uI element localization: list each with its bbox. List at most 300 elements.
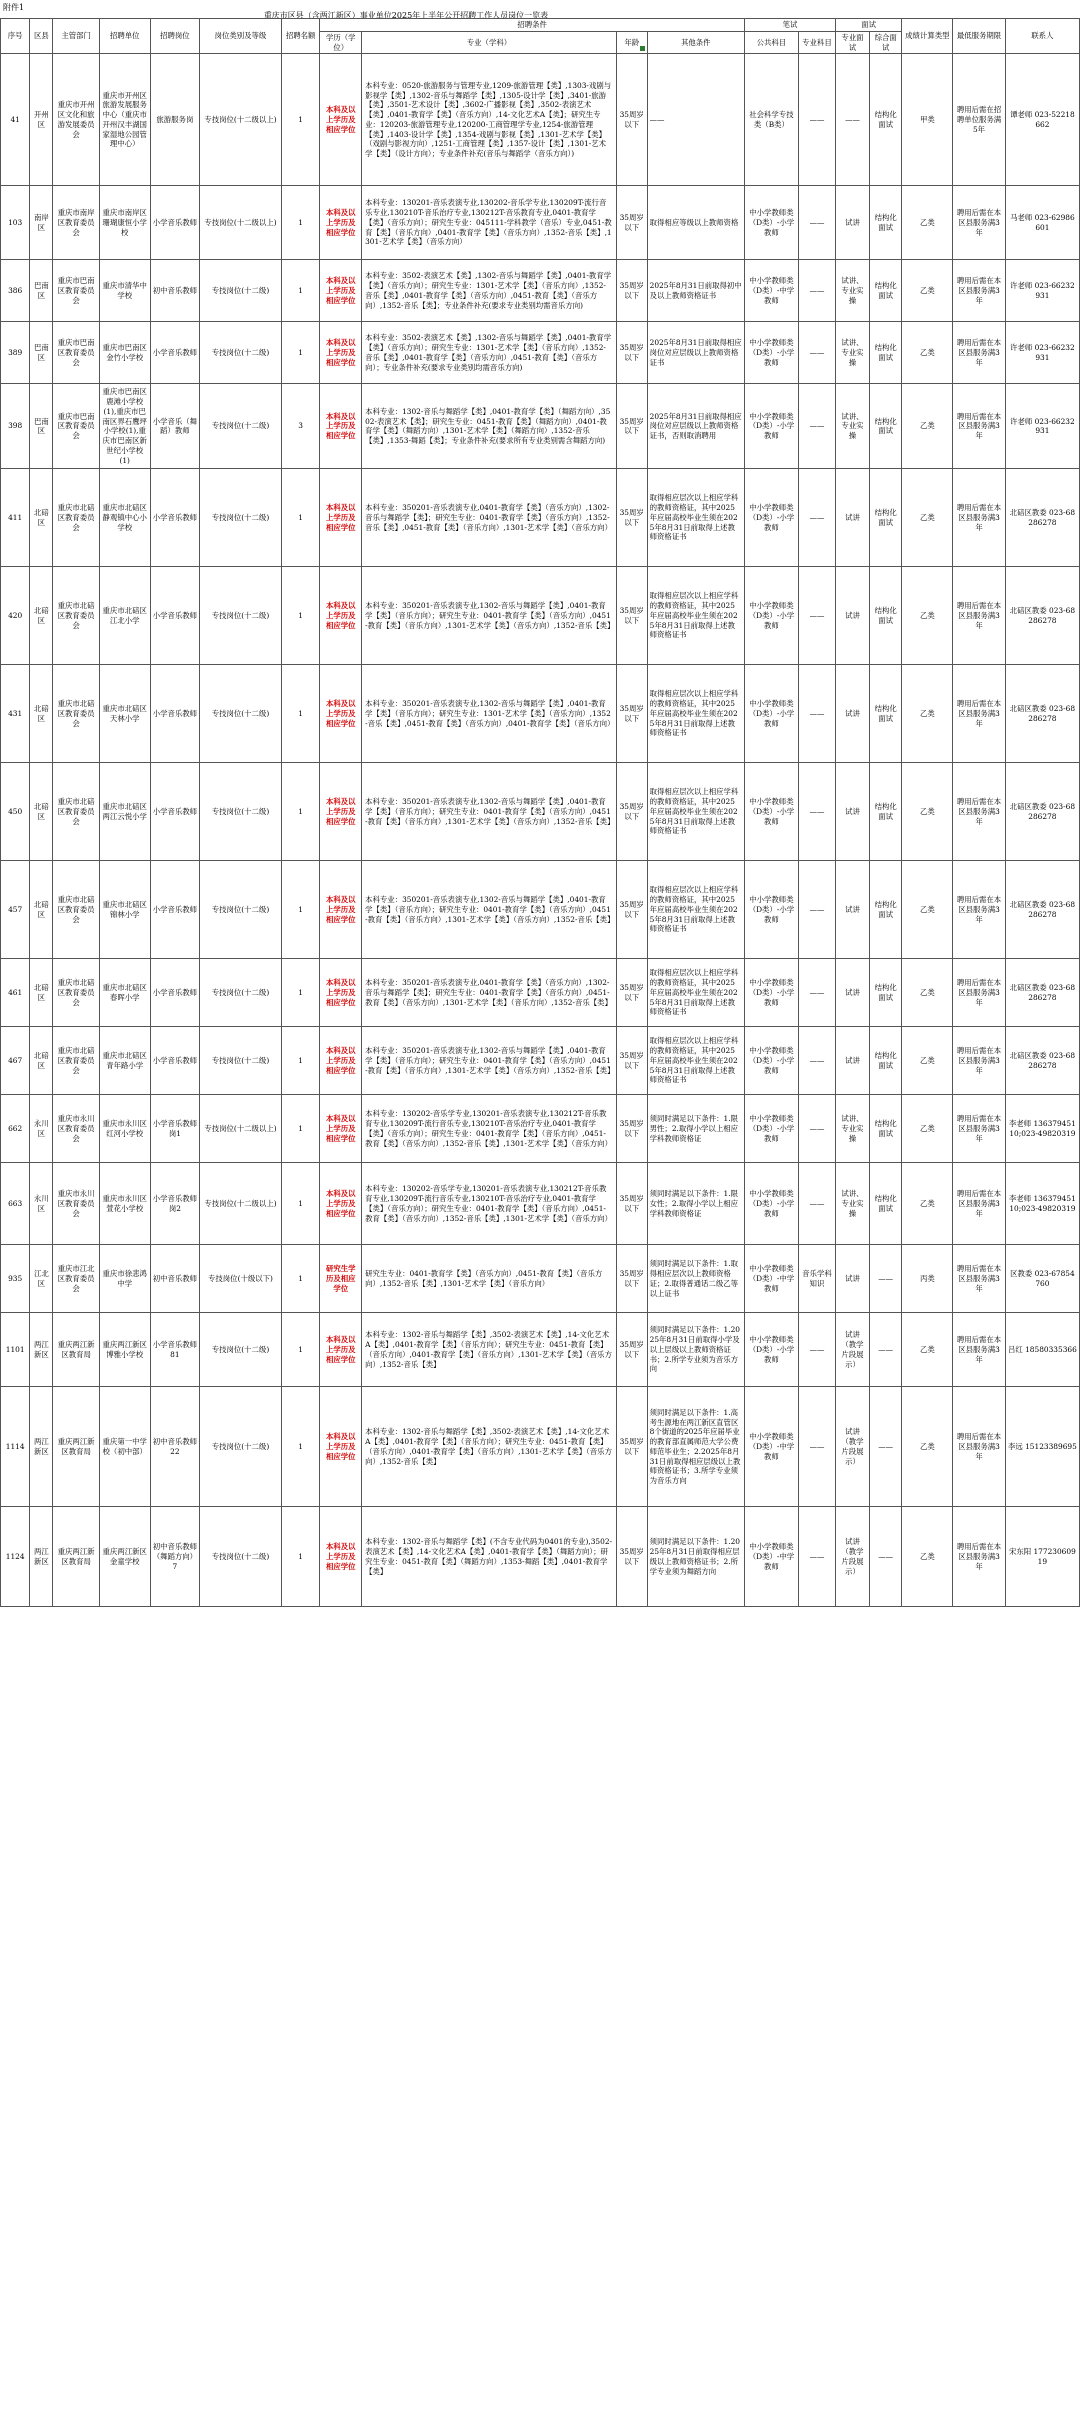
header-conditions: 招聘条件 bbox=[320, 19, 744, 32]
cell-seq: 389 bbox=[1, 322, 30, 384]
cell-calc: 乙类 bbox=[902, 322, 953, 384]
cell-contact: 北碚区教委 023-68286278 bbox=[1005, 959, 1079, 1027]
cell-age: 35周岁以下 bbox=[616, 54, 647, 186]
cell-svc: 聘用后需在本区县服务满3年 bbox=[953, 665, 1005, 763]
cell-major: 本科专业：350201-音乐表演专业,0401-教育学【类】（音乐方向）,1302-音乐与舞蹈学【类】；研究生专业：0401-教育学【类】（音乐方向）,0451-教育【类】（音乐方向）,1301-艺术学【类】（音乐方向）,1352-音乐【类】 bbox=[362, 959, 617, 1027]
cell-cat: 专技岗位(十二级) bbox=[200, 1507, 282, 1607]
cell-county: 巴南区 bbox=[30, 384, 53, 469]
cell-other: 须同时满足以下条件：1.取得相应层次以上教师资格证；2.取得普通话二级乙等以上证书 bbox=[647, 1245, 744, 1313]
cell-spec: —— bbox=[798, 54, 835, 186]
cell-calc: 甲类 bbox=[902, 54, 953, 186]
cell-contact: 许老师 023-66232931 bbox=[1005, 384, 1079, 469]
cell-major: 本科专业：350201-音乐表演专业,1302-音乐与舞蹈学【类】,0401-教育学【类】（音乐方向）；研究生专业：0401-教育学【类】（音乐方向）,0451-教育【类】（音乐方向）,1301-艺术学【类】（音乐方向）,1352-音乐【类】 bbox=[362, 567, 617, 665]
table-row bbox=[1, 322, 1080, 384]
table-row bbox=[1, 1095, 1080, 1163]
cell-county: 江北区 bbox=[30, 1245, 53, 1313]
cell-unit: 重庆市北碚区两江云悦小学 bbox=[99, 763, 150, 861]
cell-svc: 聘用后需在本区县服务满3年 bbox=[953, 322, 1005, 384]
attachment-label: 附件1 bbox=[3, 3, 25, 12]
cell-ivall: 结构化面试 bbox=[869, 1027, 901, 1095]
cell-pub: 中小学教师类（D类）-小学教师 bbox=[744, 567, 798, 665]
cell-ivspec: 试讲、专业实操 bbox=[835, 260, 869, 322]
cell-edu: 本科及以上学历及相应学位 bbox=[320, 1027, 362, 1095]
cell-unit: 重庆市巴南区鹿滩小学校(1),重庆市巴南区界石鹰坪小学校(1),重庆市巴南区新世纪小学校(1) bbox=[99, 384, 150, 469]
cell-ivspec: —— bbox=[835, 54, 869, 186]
cell-dept: 重庆两江新区教育局 bbox=[53, 1313, 99, 1387]
cell-ivspec: 试讲、专业实操 bbox=[835, 1163, 869, 1245]
cell-post: 初中音乐教师 bbox=[150, 260, 199, 322]
cell-num: 1 bbox=[281, 763, 320, 861]
table-row bbox=[1, 861, 1080, 959]
cell-unit: 重庆市徐悲鸿中学 bbox=[99, 1245, 150, 1313]
table-row bbox=[1, 959, 1080, 1027]
cell-cat: 专技岗位(十二级) bbox=[200, 567, 282, 665]
cell-pub: 中小学教师类（D类）-小学教师 bbox=[744, 665, 798, 763]
cell-dept: 重庆市巴南区教育委员会 bbox=[53, 322, 99, 384]
cell-spec: —— bbox=[798, 567, 835, 665]
cell-major: 本科专业：1302-音乐与舞蹈学【类】,0401-教育学【类】（舞蹈方向）,3502-表演艺术【类】；研究生专业：0451-教育【类】（舞蹈方向）,0401-教育学【类】（舞蹈方向）,1301-艺术学【类】（舞蹈方向）,1352-音乐【类】,1353-舞蹈【类】；专业条件补充(要求所有专业类别需含舞蹈方向) bbox=[362, 384, 617, 469]
cell-other: 取得相应等级以上教师资格 bbox=[647, 186, 744, 260]
cell-cat: 专技岗位(十二级) bbox=[200, 959, 282, 1027]
cell-spec: —— bbox=[798, 1313, 835, 1387]
cell-county: 南岸区 bbox=[30, 186, 53, 260]
cell-spec: —— bbox=[798, 1387, 835, 1507]
cell-pub: 中小学教师类（D类）-中学教师 bbox=[744, 1507, 798, 1607]
cell-ivall: 结构化面试 bbox=[869, 959, 901, 1027]
cell-ivall: 结构化面试 bbox=[869, 1095, 901, 1163]
cell-pub: 中小学教师类（D类）-中学教师 bbox=[744, 1245, 798, 1313]
cell-county: 北碚区 bbox=[30, 567, 53, 665]
cell-ivspec: 试讲、专业实操 bbox=[835, 1095, 869, 1163]
cell-svc: 聘用后需在本区县服务满3年 bbox=[953, 861, 1005, 959]
cell-post: 小学音乐教师 bbox=[150, 469, 199, 567]
cell-ivspec: 试讲 bbox=[835, 959, 869, 1027]
cell-ivspec: 试讲、专业实操 bbox=[835, 384, 869, 469]
cell-seq: 431 bbox=[1, 665, 30, 763]
header-age[interactable] bbox=[616, 31, 647, 54]
cell-calc: 乙类 bbox=[902, 959, 953, 1027]
cell-unit: 重庆第一中学校（初中部） bbox=[99, 1387, 150, 1507]
cell-contact: 北碚区教委 023-68286278 bbox=[1005, 469, 1079, 567]
cell-contact: 许老师 023-66232931 bbox=[1005, 322, 1079, 384]
cell-county: 北碚区 bbox=[30, 959, 53, 1027]
cell-age: 35周岁以下 bbox=[616, 1163, 647, 1245]
cell-cat: 专技岗位(十二级) bbox=[200, 1027, 282, 1095]
cell-county: 北碚区 bbox=[30, 861, 53, 959]
header-other: 其他条件 bbox=[647, 31, 744, 54]
cell-other: 取得相应层次以上相应学科的教师资格证，其中2025年应届高校毕业生须在2025年8月31日前取得上述教师资格证书 bbox=[647, 469, 744, 567]
cell-pub: 中小学教师类（D类）-小学教师 bbox=[744, 322, 798, 384]
cell-age: 35周岁以下 bbox=[616, 469, 647, 567]
cell-unit: 重庆市北碚区江北小学 bbox=[99, 567, 150, 665]
cell-post: 初中音乐教师22 bbox=[150, 1387, 199, 1507]
header-interview: 面试 bbox=[835, 19, 901, 32]
cell-cat: 专技岗位(十二级) bbox=[200, 260, 282, 322]
cell-num: 1 bbox=[281, 322, 320, 384]
cell-dept: 重庆市北碚区教育委员会 bbox=[53, 959, 99, 1027]
cell-major: 本科专业：350201-音乐表演专业,0401-教育学【类】（音乐方向）,1302-音乐与舞蹈学【类】；研究生专业：0401-教育学【类】（音乐方向）,1352-音乐【类】,0451-教育【类】（音乐方向）,1301-艺术学【类】（音乐方向） bbox=[362, 469, 617, 567]
cell-pub: 中小学教师类（D类）-小学教师 bbox=[744, 469, 798, 567]
cell-ivall: 结构化面试 bbox=[869, 567, 901, 665]
cell-pub: 中小学教师类（D类）-小学教师 bbox=[744, 1095, 798, 1163]
cell-cat: 专技岗位(十二级) bbox=[200, 1313, 282, 1387]
cell-spec: 音乐学科知识 bbox=[798, 1245, 835, 1313]
cell-dept: 重庆市巴南区教育委员会 bbox=[53, 260, 99, 322]
cell-cat: 专技岗位(十二级以上) bbox=[200, 54, 282, 186]
job-table bbox=[0, 18, 1080, 1607]
cell-age: 35周岁以下 bbox=[616, 1387, 647, 1507]
cell-ivspec: 试讲 bbox=[835, 665, 869, 763]
cell-seq: 662 bbox=[1, 1095, 30, 1163]
cell-pub: 中小学教师类（D类）-小学教师 bbox=[744, 1027, 798, 1095]
cell-contact: 宋东阳 17723060919 bbox=[1005, 1507, 1079, 1607]
cell-major: 本科专业：3502-表演艺术【类】,1302-音乐与舞蹈学【类】,0401-教育学【类】（音乐方向）；研究生专业：1301-艺术学【类】（音乐方向）,1352-音乐【类】,0401-教育学【类】（音乐方向）,0451-教育【类】（音乐方向）,1352-音乐【类】；专业条件补充(要求专业类别均需音乐方向) bbox=[362, 260, 617, 322]
cell-svc: 聘用后需在本区县服务满3年 bbox=[953, 1245, 1005, 1313]
cell-unit: 重庆市北碚区锦林小学 bbox=[99, 861, 150, 959]
cell-pub: 中小学教师类（D类）-小学教师 bbox=[744, 861, 798, 959]
header-general-interview: 综合面试 bbox=[869, 31, 901, 54]
header-seq: 序号 bbox=[1, 19, 30, 54]
cell-calc: 乙类 bbox=[902, 1387, 953, 1507]
cell-calc: 丙类 bbox=[902, 1245, 953, 1313]
table-row bbox=[1, 1027, 1080, 1095]
cell-age: 35周岁以下 bbox=[616, 763, 647, 861]
cell-ivall: —— bbox=[869, 1507, 901, 1607]
cell-major: 本科专业：1302-音乐与舞蹈学【类】,3502-表演艺术【类】,14-文化艺术A【类】,0401-教育学【类】（音乐方向）；研究生专业：0451-教育【类】（音乐方向）,0401-教育学【类】（音乐方向）,1301-艺术学【类】（音乐方向）,1352-音乐【类】 bbox=[362, 1387, 617, 1507]
cell-svc: 聘用后需在本区县服务满3年 bbox=[953, 1313, 1005, 1387]
cell-county: 两江新区 bbox=[30, 1313, 53, 1387]
cell-age: 35周岁以下 bbox=[616, 260, 647, 322]
cell-unit: 重庆市北碚区春晖小学 bbox=[99, 959, 150, 1027]
cell-ivspec: 试讲、专业实操 bbox=[835, 322, 869, 384]
cell-post: 小学音乐教师 bbox=[150, 763, 199, 861]
cell-pub: 中小学教师类（D类）-小学教师 bbox=[744, 1163, 798, 1245]
cell-post: 小学音乐教师 bbox=[150, 861, 199, 959]
cell-seq: 1124 bbox=[1, 1507, 30, 1607]
cell-dept: 重庆市北碚区教育委员会 bbox=[53, 665, 99, 763]
header-major: 专业（学科） bbox=[362, 31, 617, 54]
cell-num: 1 bbox=[281, 665, 320, 763]
cell-calc: 乙类 bbox=[902, 384, 953, 469]
table-row bbox=[1, 1313, 1080, 1387]
cell-dept: 重庆市永川区教育委员会 bbox=[53, 1163, 99, 1245]
table-row bbox=[1, 1245, 1080, 1313]
cell-ivall: 结构化面试 bbox=[869, 384, 901, 469]
cell-ivall: —— bbox=[869, 1387, 901, 1507]
cell-calc: 乙类 bbox=[902, 1163, 953, 1245]
header-special-interview: 专业面试 bbox=[835, 31, 869, 54]
cell-ivspec: 试讲 bbox=[835, 1245, 869, 1313]
table-row bbox=[1, 567, 1080, 665]
cell-ivall: 结构化面试 bbox=[869, 763, 901, 861]
cell-age: 35周岁以下 bbox=[616, 567, 647, 665]
cell-ivspec: 试讲 bbox=[835, 469, 869, 567]
cell-edu: 本科及以上学历及相应学位 bbox=[320, 469, 362, 567]
cell-edu: 本科及以上学历及相应学位 bbox=[320, 1387, 362, 1507]
cell-other: 取得相应层次以上相应学科的教师资格证，其中2025年应届高校毕业生须在2025年8月31日前取得上述教师资格证书 bbox=[647, 1027, 744, 1095]
header-written-exam: 笔试 bbox=[744, 19, 835, 32]
cell-ivall: 结构化面试 bbox=[869, 260, 901, 322]
cell-cat: 专技岗位(十二级) bbox=[200, 665, 282, 763]
cell-county: 永川区 bbox=[30, 1163, 53, 1245]
cell-calc: 乙类 bbox=[902, 186, 953, 260]
table-row bbox=[1, 665, 1080, 763]
cell-calc: 乙类 bbox=[902, 260, 953, 322]
cell-age: 35周岁以下 bbox=[616, 384, 647, 469]
cell-edu: 本科及以上学历及相应学位 bbox=[320, 567, 362, 665]
cell-svc: 聘用后需在本区县服务满3年 bbox=[953, 1095, 1005, 1163]
cell-contact: 吕红 18580335366 bbox=[1005, 1313, 1079, 1387]
cell-edu: 本科及以上学历及相应学位 bbox=[320, 1507, 362, 1607]
cell-major: 本科专业：3502-表演艺术【类】,1302-音乐与舞蹈学【类】,0401-教育学【类】（音乐方向）；研究生专业：1301-艺术学【类】（音乐方向）,1352-音乐【类】,0401-教育学【类】（音乐方向）,0451-教育【类】（音乐方向）；专业条件补充(要求专业类别均需音乐方向) bbox=[362, 322, 617, 384]
cell-other: 取得相应层次以上相应学科的教师资格证，其中2025年应届高校毕业生须在2025年8月31日前取得上述教师资格证书 bbox=[647, 959, 744, 1027]
cell-edu: 本科及以上学历及相应学位 bbox=[320, 763, 362, 861]
table-row bbox=[1, 1507, 1080, 1607]
cell-contact: 北碚区教委 023-68286278 bbox=[1005, 861, 1079, 959]
cell-spec: —— bbox=[798, 1163, 835, 1245]
cell-major: 本科专业：350201-音乐表演专业,1302-音乐与舞蹈学【类】,0401-教育学【类】（音乐方向）；研究生专业：1301-艺术学【类】（音乐方向）,1352-音乐【类】,0451-教育【类】（音乐方向）,0401-教育学【类】（音乐方向） bbox=[362, 665, 617, 763]
cell-dept: 重庆市江北区教育委员会 bbox=[53, 1245, 99, 1313]
cell-calc: 乙类 bbox=[902, 567, 953, 665]
cell-dept: 重庆市开州区文化和旅游发展委员会 bbox=[53, 54, 99, 186]
table-row bbox=[1, 1163, 1080, 1245]
cell-other: 取得相应层次以上相应学科的教师资格证，其中2025年应届高校毕业生须在2025年8月31日前取得上述教师资格证书 bbox=[647, 763, 744, 861]
cell-other: 取得相应层次以上相应学科的教师资格证，其中2025年应届高校毕业生须在2025年8月31日前取得上述教师资格证书 bbox=[647, 861, 744, 959]
table-row bbox=[1, 54, 1080, 186]
cell-dept: 重庆市北碚区教育委员会 bbox=[53, 763, 99, 861]
cell-cat: 专技岗位(十级以下) bbox=[200, 1245, 282, 1313]
cell-edu: 本科及以上学历及相应学位 bbox=[320, 1163, 362, 1245]
cell-unit: 重庆市巴南区金竹小学校 bbox=[99, 322, 150, 384]
cell-ivall: 结构化面试 bbox=[869, 861, 901, 959]
cell-age: 35周岁以下 bbox=[616, 1313, 647, 1387]
cell-edu: 本科及以上学历及相应学位 bbox=[320, 861, 362, 959]
cell-seq: 411 bbox=[1, 469, 30, 567]
cell-dept: 重庆市南岸区教育委员会 bbox=[53, 186, 99, 260]
cell-other: 2025年8月31日前取得初中及以上教师资格证书 bbox=[647, 260, 744, 322]
cell-post: 初中音乐教师 bbox=[150, 1245, 199, 1313]
cell-post: 小学音乐教师 bbox=[150, 567, 199, 665]
cell-contact: 谭老师 023-52218662 bbox=[1005, 54, 1079, 186]
cell-age: 35周岁以下 bbox=[616, 322, 647, 384]
cell-major: 研究生专业：0401-教育学【类】（音乐方向）,0451-教育【类】（音乐方向）,1352-音乐【类】,1301-艺术学【类】（音乐方向） bbox=[362, 1245, 617, 1313]
cell-unit: 重庆两江新区博雅小学校 bbox=[99, 1313, 150, 1387]
cell-ivspec: 试讲 bbox=[835, 861, 869, 959]
cell-seq: 1101 bbox=[1, 1313, 30, 1387]
cell-svc: 聘用后需在本区县服务满3年 bbox=[953, 469, 1005, 567]
cell-svc: 聘用后需在本区县服务满3年 bbox=[953, 1387, 1005, 1507]
cell-ivspec: 试讲 bbox=[835, 567, 869, 665]
header-unit: 招聘单位 bbox=[99, 19, 150, 54]
cell-major: 本科专业：1302-音乐与舞蹈学【类】,3502-表演艺术【类】,14-文化艺术A【类】,0401-教育学【类】（音乐方向）；研究生专业：0451-教育【类】（音乐方向）,0401-教育学【类】（音乐方向）,1301-艺术学【类】（音乐方向）,1352-音乐【类】 bbox=[362, 1313, 617, 1387]
header-age-label: 年龄 bbox=[624, 37, 640, 47]
cell-spec: —— bbox=[798, 322, 835, 384]
cell-svc: 聘用后需在本区县服务满3年 bbox=[953, 959, 1005, 1027]
cell-post: 小学音乐教师 bbox=[150, 959, 199, 1027]
cell-pub: 中小学教师类（D类）-中学教师 bbox=[744, 1387, 798, 1507]
cell-age: 35周岁以下 bbox=[616, 861, 647, 959]
cell-edu: 本科及以上学历及相应学位 bbox=[320, 665, 362, 763]
table-row bbox=[1, 260, 1080, 322]
cell-svc: 聘用后需在招聘单位服务满5年 bbox=[953, 54, 1005, 186]
cell-county: 北碚区 bbox=[30, 763, 53, 861]
cell-spec: —— bbox=[798, 260, 835, 322]
cell-spec: —— bbox=[798, 186, 835, 260]
cell-num: 1 bbox=[281, 1507, 320, 1607]
cell-other: 须同时满足以下条件：1.限女性；2.取得小学以上相应学科教师资格证 bbox=[647, 1163, 744, 1245]
table-row bbox=[1, 1387, 1080, 1507]
header-service-term: 最低服务期限 bbox=[953, 19, 1005, 54]
cell-post: 小学音乐教师 bbox=[150, 1027, 199, 1095]
cell-major: 本科专业：350201-音乐表演专业,1302-音乐与舞蹈学【类】,0401-教育学【类】（音乐方向）；研究生专业：0401-教育学【类】（音乐方向）,0451-教育【类】（音乐方向）,1301-艺术学【类】（音乐方向）,1352-音乐【类】 bbox=[362, 763, 617, 861]
cell-spec: —— bbox=[798, 1027, 835, 1095]
cell-num: 1 bbox=[281, 567, 320, 665]
cell-num: 1 bbox=[281, 186, 320, 260]
cell-unit: 重庆市永川区红河小学校 bbox=[99, 1095, 150, 1163]
cell-county: 两江新区 bbox=[30, 1507, 53, 1607]
cell-calc: 乙类 bbox=[902, 469, 953, 567]
cell-edu: 研究生学历及相应学位 bbox=[320, 1245, 362, 1313]
cell-ivspec: 试讲 bbox=[835, 186, 869, 260]
cell-pub: 中小学教师类（D类）-小学教师 bbox=[744, 186, 798, 260]
cell-ivall: 结构化面试 bbox=[869, 322, 901, 384]
cell-contact: 马老师 023-62986601 bbox=[1005, 186, 1079, 260]
cell-seq: 41 bbox=[1, 54, 30, 186]
header-county: 区县 bbox=[30, 19, 53, 54]
cell-age: 35周岁以下 bbox=[616, 1507, 647, 1607]
cell-county: 巴南区 bbox=[30, 260, 53, 322]
cell-seq: 450 bbox=[1, 763, 30, 861]
cell-cat: 专技岗位(十二级) bbox=[200, 384, 282, 469]
table-row bbox=[1, 186, 1080, 260]
cell-unit: 重庆市永川区萱花小学校 bbox=[99, 1163, 150, 1245]
cell-cat: 专技岗位(十二级以上) bbox=[200, 1095, 282, 1163]
cell-pub: 中小学教师类（D类）-小学教师 bbox=[744, 959, 798, 1027]
cell-svc: 聘用后需在本区县服务满3年 bbox=[953, 567, 1005, 665]
cell-svc: 聘用后需在本区县服务满3年 bbox=[953, 1163, 1005, 1245]
cell-svc: 聘用后需在本区县服务满3年 bbox=[953, 763, 1005, 861]
cell-edu: 本科及以上学历及相应学位 bbox=[320, 186, 362, 260]
cell-cat: 专技岗位(十二级) bbox=[200, 1387, 282, 1507]
table-row bbox=[1, 763, 1080, 861]
cell-spec: —— bbox=[798, 1095, 835, 1163]
table-row bbox=[1, 384, 1080, 469]
cell-seq: 1114 bbox=[1, 1387, 30, 1507]
cell-age: 35周岁以下 bbox=[616, 665, 647, 763]
cell-dept: 重庆市永川区教育委员会 bbox=[53, 1095, 99, 1163]
cell-county: 两江新区 bbox=[30, 1387, 53, 1507]
cell-dept: 重庆市北碚区教育委员会 bbox=[53, 861, 99, 959]
cell-ivspec: 试讲 bbox=[835, 763, 869, 861]
cell-ivspec: 试讲 bbox=[835, 1027, 869, 1095]
cell-contact: 李老师 13637945110;023-49820319 bbox=[1005, 1163, 1079, 1245]
cell-num: 1 bbox=[281, 469, 320, 567]
cell-cat: 专技岗位(十二级) bbox=[200, 322, 282, 384]
cell-ivall: —— bbox=[869, 1313, 901, 1387]
cell-contact: 北碚区教委 023-68286278 bbox=[1005, 763, 1079, 861]
cell-svc: 聘用后需在本区县服务满3年 bbox=[953, 260, 1005, 322]
header-special-subject: 专业科目 bbox=[798, 31, 835, 54]
cell-num: 1 bbox=[281, 1387, 320, 1507]
cell-calc: 乙类 bbox=[902, 665, 953, 763]
cell-county: 巴南区 bbox=[30, 322, 53, 384]
cell-major: 本科专业：130202-音乐学专业,130201-音乐表演专业,130212T-音乐教育专业,130209T-流行音乐专业,130210T-音乐治疗专业,0401-教育学【类】（音乐方向）；研究生专业：0401-教育学【类】（音乐方向）,0451-教育【类】（音乐方向）,1352-音乐【类】,1301-艺术学【类】（音乐方向） bbox=[362, 1163, 617, 1245]
cell-other: 2025年8月31日前取得相应岗位对应层级以上教师资格证书，否则取消聘用 bbox=[647, 384, 744, 469]
cell-edu: 本科及以上学历及相应学位 bbox=[320, 959, 362, 1027]
cell-contact: 李老师 13637945110;023-49820319 bbox=[1005, 1095, 1079, 1163]
cell-calc: 乙类 bbox=[902, 861, 953, 959]
cell-age: 35周岁以下 bbox=[616, 959, 647, 1027]
cell-ivall: 结构化面试 bbox=[869, 186, 901, 260]
cell-unit: 重庆市北碚区静观镇中心小学校 bbox=[99, 469, 150, 567]
cell-seq: 935 bbox=[1, 1245, 30, 1313]
cell-spec: —— bbox=[798, 665, 835, 763]
cell-contact: 许老师 023-66232931 bbox=[1005, 260, 1079, 322]
cell-post: 小学音乐教师岗1 bbox=[150, 1095, 199, 1163]
cell-pub: 中小学教师类（D类）-小学教师 bbox=[744, 384, 798, 469]
cell-svc: 聘用后需在本区县服务满3年 bbox=[953, 384, 1005, 469]
cell-pub: 社会科学专技类（B类） bbox=[744, 54, 798, 186]
cell-ivall: —— bbox=[869, 1245, 901, 1313]
cell-dept: 重庆市北碚区教育委员会 bbox=[53, 469, 99, 567]
cell-post: 初中音乐教师（舞蹈方向）7 bbox=[150, 1507, 199, 1607]
cell-num: 1 bbox=[281, 1245, 320, 1313]
cell-spec: —— bbox=[798, 861, 835, 959]
cell-other: 须同时满足以下条件：1.限男性；2.取得小学以上相应学科教师资格证 bbox=[647, 1095, 744, 1163]
cell-county: 北碚区 bbox=[30, 469, 53, 567]
cell-dept: 重庆市巴南区教育委员会 bbox=[53, 384, 99, 469]
cell-post: 旅游服务岗 bbox=[150, 54, 199, 186]
cell-ivall: 结构化面试 bbox=[869, 1163, 901, 1245]
cell-edu: 本科及以上学历及相应学位 bbox=[320, 260, 362, 322]
cell-post: 小学音乐（舞蹈）教师 bbox=[150, 384, 199, 469]
cell-seq: 420 bbox=[1, 567, 30, 665]
cell-county: 北碚区 bbox=[30, 665, 53, 763]
cell-age: 35周岁以下 bbox=[616, 1245, 647, 1313]
cell-age: 35周岁以下 bbox=[616, 186, 647, 260]
cell-county: 开州区 bbox=[30, 54, 53, 186]
cell-spec: —— bbox=[798, 763, 835, 861]
cell-calc: 乙类 bbox=[902, 1507, 953, 1607]
cell-major: 本科专业：350201-音乐表演专业,1302-音乐与舞蹈学【类】,0401-教育学【类】（音乐方向）；研究生专业：0401-教育学【类】（音乐方向）,0451-教育【类】（音乐方向）,1301-艺术学【类】（音乐方向）,1352-音乐【类】 bbox=[362, 861, 617, 959]
cell-spec: —— bbox=[798, 959, 835, 1027]
cell-cat: 专技岗位(十二级) bbox=[200, 469, 282, 567]
cell-calc: 乙类 bbox=[902, 1095, 953, 1163]
filter-icon[interactable] bbox=[640, 46, 645, 51]
cell-ivall: 结构化面试 bbox=[869, 665, 901, 763]
cell-cat: 专技岗位(十二级) bbox=[200, 763, 282, 861]
cell-seq: 386 bbox=[1, 260, 30, 322]
cell-other: 须同时满足以下条件：1.2025年8月31日前取得小学及以上层级以上教师资格证书；2.所学专业须为音乐方向 bbox=[647, 1313, 744, 1387]
cell-edu: 本科及以上学历及相应学位 bbox=[320, 1095, 362, 1163]
cell-seq: 467 bbox=[1, 1027, 30, 1095]
cell-other: 取得相应层次以上相应学科的教师资格证，其中2025年应届高校毕业生须在2025年8月31日前取得上述教师资格证书 bbox=[647, 665, 744, 763]
cell-seq: 398 bbox=[1, 384, 30, 469]
cell-num: 1 bbox=[281, 1163, 320, 1245]
cell-age: 35周岁以下 bbox=[616, 1027, 647, 1095]
table-body bbox=[1, 54, 1080, 1607]
cell-major: 本科专业：130201-音乐表演专业,130202-音乐学专业,130209T-流行音乐专业,130210T-音乐治疗专业,130212T-音乐教育专业,0401-教育学【类】（音乐方向）；研究生专业：045111-学科教学（音乐）专业,0451-教育【类】（音乐方向）,0401-教育学【类】（音乐方向）,1352-音乐【类】,1301-艺术学【类】（音乐方向） bbox=[362, 186, 617, 260]
cell-num: 1 bbox=[281, 861, 320, 959]
cell-dept: 重庆两江新区教育局 bbox=[53, 1507, 99, 1607]
cell-major: 本科专业：350201-音乐表演专业,1302-音乐与舞蹈学【类】,0401-教育学【类】（音乐方向）；研究生专业：0401-教育学【类】（音乐方向）,0451-教育【类】（音乐方向）,1301-艺术学【类】（音乐方向）,1352-音乐【类】 bbox=[362, 1027, 617, 1095]
cell-post: 小学音乐教师岗2 bbox=[150, 1163, 199, 1245]
cell-ivspec: 试讲（教学片段展示） bbox=[835, 1507, 869, 1607]
cell-pub: 中小学教师类（D类）-小学教师 bbox=[744, 763, 798, 861]
cell-edu: 本科及以上学历及相应学位 bbox=[320, 1313, 362, 1387]
table-row bbox=[1, 469, 1080, 567]
cell-calc: 乙类 bbox=[902, 1313, 953, 1387]
